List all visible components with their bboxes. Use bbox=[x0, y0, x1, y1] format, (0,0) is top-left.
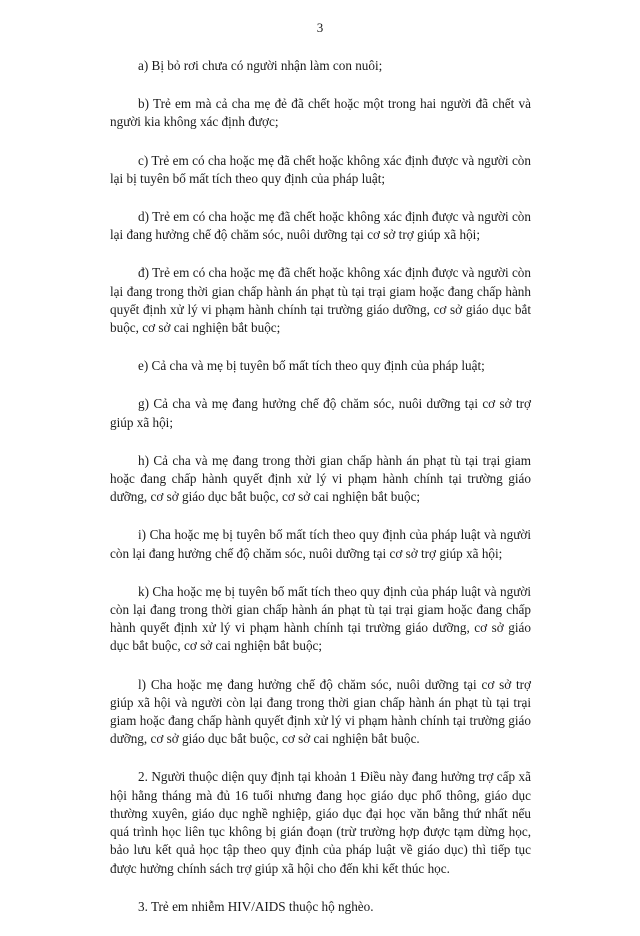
clause-b: b) Trẻ em mà cả cha mẹ đẻ đã chết hoặc một trong hai người đã chết và người kia không xác định được; bbox=[110, 96, 531, 130]
page-number: 3 bbox=[316, 20, 324, 35]
clause-h: h) Cả cha và mẹ đang trong thời gian chấp hành án phạt tù tại trại giam hoặc đang chấp hành quyết định xử lý vi phạm hành chính tại trường giáo dưỡng, cơ sở giáo dục bắt buộc, cơ sở cai nghiện bắt buộc; bbox=[110, 452, 531, 505]
clause-e: e) Cả cha và mẹ bị tuyên bố mất tích theo quy định của pháp luật; bbox=[138, 358, 485, 374]
clause-d: d) Trẻ em có cha hoặc mẹ đã chết hoặc không xác định được và người còn lại đang hưởng chế độ chăm sóc, nuôi dưỡng tại cơ sở trợ giúp xã hội; bbox=[110, 209, 531, 243]
clause-a: a) Bị bỏ rơi chưa có người nhận làm con nuôi; bbox=[138, 58, 383, 73]
clause-dd: đ) Trẻ em có cha hoặc mẹ đã chết hoặc không xác định được và người còn lại đang trong thời gian chấp hành án phạt tù tại trại giam hoặc đang chấp hành quyết định xử lý vi phạm hành chính tại trường giáo dưỡng, cơ sở giáo dục bắt buộc, cơ sở cai nghiện bắt buộc; bbox=[110, 265, 531, 336]
clause-c: c) Trẻ em có cha hoặc mẹ đã chết hoặc không xác định được và người còn lại bị tuyên bố mất tích theo quy định của pháp luật; bbox=[110, 152, 531, 186]
clause-k: k) Cha hoặc mẹ bị tuyên bố mất tích theo quy định của pháp luật và người còn lại đang trong thời gian chấp hành án phạt tù tại trại giam hoặc đang chấp hành quyết định xử lý vi phạm hành chính tại trường giáo dưỡng, cơ sở giáo dục bắt buộc, cơ sở cai nghiện bắt buộc; bbox=[110, 583, 531, 654]
section-2: 2. Người thuộc diện quy định tại khoản 1 Điều này đang hưởng trợ cấp xã hội hằng tháng mà đủ 16 tuổi nhưng đang học giáo dục phổ thông, giáo dục thường xuyên, giáo dục nghề nghiệp, giáo dục đại học văn bằng thứ nhất nếu quá trình học liên tục không bị gián đoạn (trừ trường hợp được tạm dừng học, bảo lưu kết quả học tập theo quy định của pháp luật về giáo dục) thì tiếp tục được hưởng chính sách trợ giúp xã hội cho đến khi kết thúc học. bbox=[110, 769, 531, 876]
clause-l: l) Cha hoặc mẹ đang hưởng chế độ chăm sóc, nuôi dưỡng tại cơ sở trợ giúp xã hội và người còn lại đang trong thời gian chấp hành án phạt tù tại trại giam hoặc đang chấp hành quyết định xử lý vi phạm hành chính tại trường giáo dưỡng, cơ sở giáo dục bắt buộc, cơ sở cai nghiện bắt buộc. bbox=[110, 676, 531, 747]
section-3: 3. Trẻ em nhiễm HIV/AIDS thuộc hộ nghèo. bbox=[138, 898, 374, 914]
document-body bbox=[110, 57, 531, 936]
clause-g: g) Cả cha và mẹ đang hưởng chế độ chăm sóc, nuôi dưỡng tại cơ sở trợ giúp xã hội; bbox=[110, 396, 531, 430]
clause-i: i) Cha hoặc mẹ bị tuyên bố mất tích theo quy định của pháp luật và người còn lại đang hưởng chế độ chăm sóc, nuôi dưỡng tại cơ sở trợ giúp xã hội; bbox=[110, 527, 531, 561]
